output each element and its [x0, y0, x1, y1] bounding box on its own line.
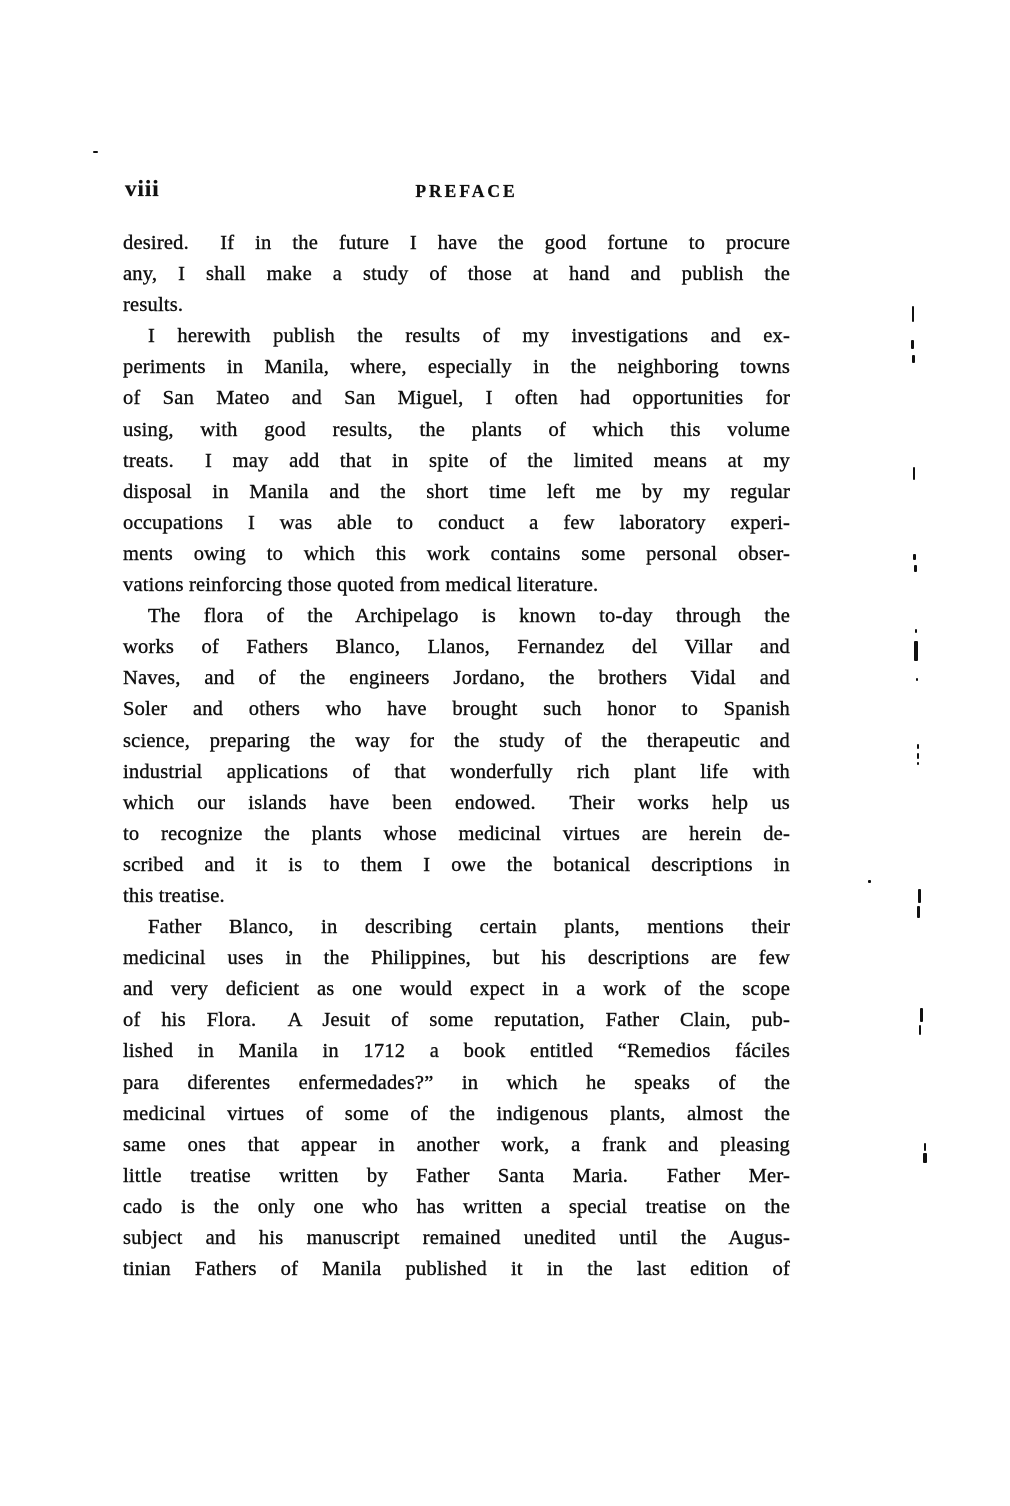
text-line: of his Flora. A Jesuit of some reputation, Father Clain, pub-	[123, 1009, 790, 1032]
text-line: I herewith publish the results of my investigations and ex-	[148, 325, 790, 348]
text-line: which our islands have been endowed. Their works help us	[123, 791, 790, 814]
text-line: little treatise written by Father Santa Maria. Father Mer-	[123, 1164, 790, 1187]
paragraph	[123, 601, 790, 912]
text-line: vations reinforcing those quoted from medical literature.	[123, 574, 599, 597]
text-line: tinian Fathers of Manila published it in the last edition of	[123, 1258, 790, 1281]
scan-speck	[919, 1025, 921, 1035]
scan-speck	[917, 753, 919, 759]
text-line: The flora of the Archipelago is known to-day through the	[148, 605, 790, 628]
text-line: this treatise.	[123, 884, 225, 907]
scan-speck	[868, 880, 871, 883]
paragraph	[123, 912, 790, 1285]
text-line: any, I shall make a study of those at hand and publish the	[123, 263, 790, 286]
text-line: Naves, and of the engineers Jordano, the brothers Vidal and	[123, 667, 790, 690]
text-line: lished in Manila in 1712 a book entitled “Remedios fáciles	[123, 1040, 790, 1063]
scan-speck	[924, 1143, 926, 1151]
text-line: occupations I was able to conduct a few laboratory experi-	[123, 511, 790, 534]
text-line: works of Fathers Blanco, Llanos, Fernandez del Villar and	[123, 636, 790, 659]
text-line: para diferentes enfermedades?” in which he speaks of the	[123, 1071, 790, 1094]
scan-speck	[918, 889, 921, 903]
text-line: medicinal uses in the Philippines, but his descriptions are few	[123, 947, 790, 970]
text-line: same ones that appear in another work, a frank and pleasing	[123, 1133, 790, 1156]
page-header	[123, 176, 790, 210]
paragraph	[123, 228, 790, 321]
scan-speck	[916, 678, 918, 681]
text-line: periments in Manila, where, especially in the neighboring towns	[123, 356, 790, 379]
text-line: subject and his manuscript remained unedited until the Augus-	[123, 1227, 790, 1249]
scan-speck	[913, 467, 915, 480]
text-line: industrial applications of that wonderfully rich plant life with	[123, 760, 790, 783]
scan-speck	[914, 565, 917, 572]
text-line: treats. I may add that in spite of the limited means at my	[123, 449, 790, 472]
scan-speck	[920, 1008, 923, 1022]
text-line: of San Mateo and San Miguel, I often had opportunities for	[123, 387, 790, 410]
text-line: and very deficient as one would expect in a work of the scope	[123, 978, 790, 1001]
scan-speck	[912, 355, 915, 363]
scan-speck	[923, 1153, 927, 1163]
page-number: viii	[125, 176, 160, 201]
scan-speck	[914, 641, 918, 661]
text-line: ments owing to which this work contains some personal obser-	[123, 542, 790, 565]
scan-speck	[917, 744, 919, 749]
scan-speck	[917, 906, 920, 918]
text-line: Soler and others who have brought such honor to Spanish	[123, 698, 790, 721]
text-line: disposal in Manila and the short time left me by my regular	[123, 480, 790, 503]
text-line: to recognize the plants whose medicinal virtues are herein de-	[123, 822, 790, 845]
text-line: results.	[123, 294, 184, 317]
scan-speck	[917, 762, 919, 765]
scan-speck	[911, 340, 914, 349]
paragraph	[123, 321, 790, 601]
text-line: scribed and it is to them I owe the botanical descriptions in	[123, 853, 790, 876]
text-line: cado is the only one who has written a special treatise on the	[123, 1195, 790, 1218]
scan-speck	[915, 629, 917, 633]
page-title: PREFACE	[415, 181, 518, 201]
page-body	[123, 228, 790, 1285]
text-line: desired. If in the future I have the good fortune to procure	[123, 232, 790, 254]
scan-speck	[913, 554, 916, 560]
scan-speck	[912, 306, 914, 322]
scan-speck	[93, 151, 98, 153]
text-line: Father Blanco, in describing certain plants, mentions their	[148, 916, 790, 939]
text-line: science, preparing the way for the study of the therapeutic and	[123, 729, 790, 752]
text-line: using, with good results, the plants of which this volume	[123, 418, 790, 441]
text-line: medicinal virtues of some of the indigenous plants, almost the	[123, 1102, 790, 1125]
